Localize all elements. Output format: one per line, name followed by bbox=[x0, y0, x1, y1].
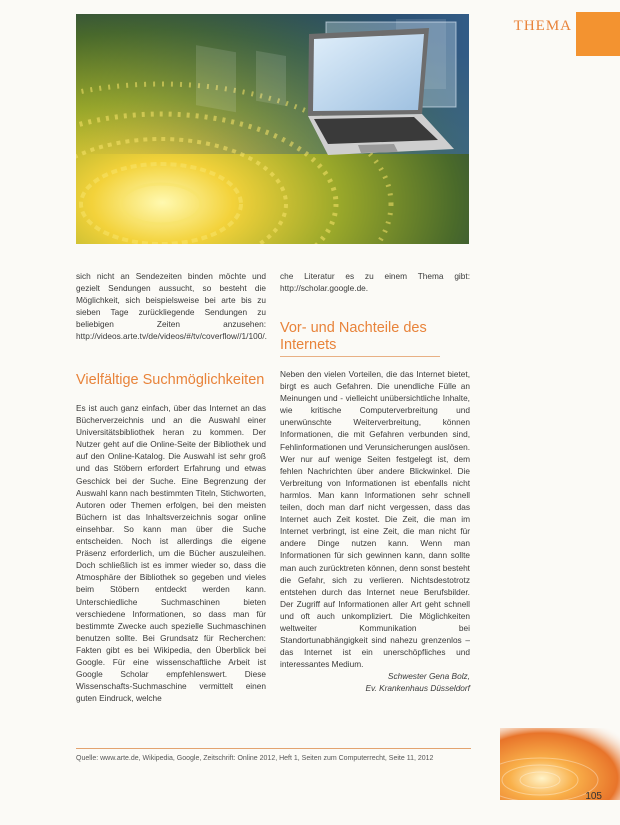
source-footnote: Quelle: www.arte.de, Wikipedia, Google, Zeitschrift: Online 2012, Heft 1, Seiten zum Computerrecht, Seite 11, 2012 bbox=[76, 755, 434, 762]
intro-paragraph: sich nicht an Sendezeiten binden möchte und gezielt Sendungen aussucht, so besteht die Möglichkeit, sich beispielsweise bei arte bis zu sieben Tage zurückliegende Sendungen zu beliebigen Zeiten anzusehen: http://videos.arte.tv/de/videos/#/tv/coverflow//1/100/. bbox=[76, 271, 267, 342]
continued-paragraph: che Literatur es zu einem Thema gibt: http://scholar.google.de. bbox=[280, 271, 470, 294]
signature-name: Schwester Gena Bolz, bbox=[387, 671, 470, 682]
hero-image-laptop bbox=[76, 14, 469, 244]
column-right-top bbox=[280, 270, 470, 294]
signature-place: Ev. Krankenhaus Düsseldorf bbox=[365, 683, 470, 694]
column-right-body bbox=[280, 368, 470, 695]
section-header bbox=[470, 12, 620, 40]
footnote-divider bbox=[76, 748, 471, 749]
section-label: THEMA bbox=[513, 18, 572, 34]
column-left-body bbox=[76, 402, 266, 704]
page-number: 105 bbox=[585, 791, 602, 802]
corner-decoration bbox=[500, 728, 620, 800]
pros-cons-paragraph: Neben den vielen Vorteilen, die das Internet bietet, birgt es auch Gefahren. Die unendliche Fülle an Meinungen und - vielleicht unübersichtliche Inhalte, wie kritische Computerverbreitung und unerwünschte Weiterverbreitung, können Informationen, die mit Gefahren verbunden sind, Fehlinformationen und Verunsicherungen auslösen. Wer nur auf wenige Seiten festgelegt ist, dem fehlen Nachrichten über andere Blickwinkel. Die Verbreitung von Informationen ist ebenfalls nicht harmlos. Man kann Informationen sehr schnell teilen, doch man darf nicht vergessen, dass das Internet auch Zeit kostet. Die Zeit, die man im Internet verbringt, ist eine Zeit, die man nicht für andere Dinge nutzen kann. Wenn man Informationen für sich gewinnen kann, dann sollte man auch zurücktreten können, denn sonst besteht die Gefahr, sich zu verlieren. Nichtsdestotrotz entstehen durch das Internet neue Berufsbilder. Der Zugriff auf Informationen aller Art geht schnell und oft auch unkompliziert. Die Möglichkeiten weltweiter Kommunikation bei Standortunabhängigkeit sind nahezu grenzenlos – das Internet ist ein unerschöpfliches und interessantes Medium. bbox=[280, 369, 470, 670]
heading-underline bbox=[280, 356, 440, 357]
column-left bbox=[76, 270, 266, 343]
section-color-block bbox=[576, 12, 620, 56]
heading-vor-und-nachteile: Vor- und Nachteile des Internets bbox=[280, 320, 427, 353]
heading-vielfaeltige-suche: Vielfältige Suchmöglichkeiten bbox=[76, 372, 265, 388]
orange-glow-graphic bbox=[500, 728, 620, 800]
laptop-illustration bbox=[76, 14, 469, 244]
search-paragraph: Es ist auch ganz einfach, über das Internet an das Bücherverzeichnis und an die Auswahl einer Universitätsbibliothek heran zu kommen. Der Nutzer geht auf die Online-Seite der Bibliothek und auf den Online-Katalog. Die Auswahl ist sehr groß und das Stöbern erfordert Erfahrung und etwas Geschick bei der Suche. Eine Begrenzung der Auswahl kann nach bestimmten Titeln, Stichworten, Autoren oder Themen erfolgen, bei den meisten Büchern ist das Inhaltsverzeichnis sogar online einsehbar. So kann man über die Suche entscheiden. Noch ist allerdings die eigene Präsenz erforderlich, um die Bücher auszuleihen. Doch schließlich ist es immer wieder so, dass die Atmosphäre der Bibliothek so gegeben und vieles beim Stöbern entdeckt werden kann. Unterschiedliche Suchmaschinen bieten verschiedene Informationen, so dass man für bestimmte Zwecke auch spezielle Suchmaschinen benutzen sollte. Bei Grundsatz für Recherchen: Fakten gibt es bei Wikipedia, den Überblick bei Google. Für eine wissenschaftliche Arbeit ist Google Scholar empfehlenswert. Diese Wissenschafts-Suchmaschine vermittelt einen guten Eindruck, welche bbox=[76, 403, 266, 704]
